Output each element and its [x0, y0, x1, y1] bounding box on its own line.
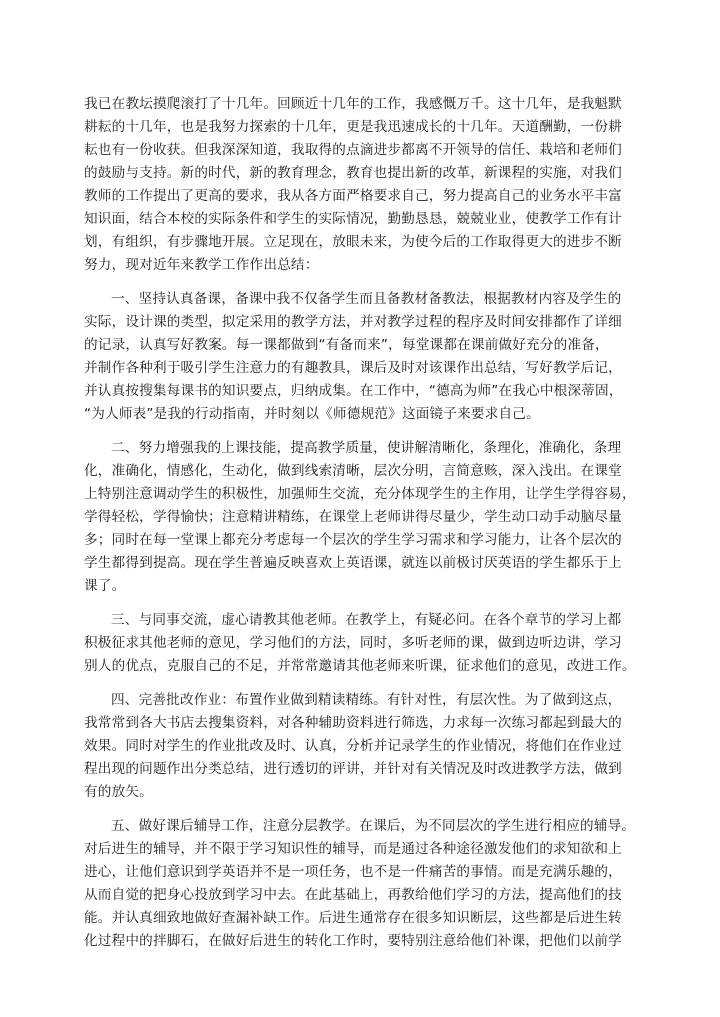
text-line: 努力，现对近年来教学工作作出总结：: [84, 257, 319, 273]
text-line: 四、完善批改作业：布置作业做到精读精练。有针对性，有层次性。为了做到这点，: [111, 692, 622, 708]
paragraph-section-4: [84, 689, 644, 804]
paragraph-section-2: [84, 437, 644, 598]
text-line: 学生都得到提高。现在学生普遍反映喜欢上英语课，就连以前极讨厌英语的学生都乐于上: [84, 555, 622, 571]
text-line: 一、坚持认真备课，备课中我不仅备学生而且备教材备教法，根据教材内容及学生的: [111, 291, 622, 307]
text-line: 程出现的问题作出分类总结，进行透切的评讲，并针对有关情况及时改进教学方法，做到: [84, 761, 622, 777]
text-line: 从而自觉的把身心投放到学习中去。在此基础上，再教给他们学习的方法，提高他们的技: [84, 887, 622, 903]
text-line: 多；同时在每一堂课上都充分考虑每一个层次的学生学习需求和学习能力，让各个层次的: [84, 532, 622, 548]
document-body: [84, 93, 644, 953]
text-line: 二、努力增强我的上课技能，提高教学质量，使讲解清晰化，条理化，准确化，条理: [111, 440, 622, 456]
text-line: 知识面，结合本校的实际条件和学生的实际情况，勤勤恳恳，兢兢业业，使教学工作有计: [84, 211, 622, 227]
paragraph-section-5: [84, 815, 644, 953]
text-line: 对后进生的辅导，并不限于学习知识性的辅导，而是通过各种途径激发他们的求知欲和上: [84, 841, 622, 857]
text-line: 课了。: [84, 578, 126, 594]
text-line: 教师的工作提出了更高的要求，我从各方面严格要求自己，努力提高自己的业务水平丰富: [84, 188, 622, 204]
text-line: 五、做好课后辅导工作，注意分层教学。在课后，为不同层次的学生进行相应的辅导。: [111, 818, 636, 834]
text-line: “为人师表”是我的行动指南，并时刻以《师德规范》这面镜子来要求自己。: [84, 406, 540, 422]
text-line: 效果。同时对学生的作业批改及时、认真，分析并记录学生的作业情况，将他们在作业过: [84, 738, 622, 754]
text-line: 上特别注意调动学生的积极性，加强师生交流，充分体现学生的主作用，让学生学得容易，: [84, 486, 636, 502]
text-line: 别人的优点，克服自己的不足，并常常邀请其他老师来听课，征求他们的意见，改进工作。: [84, 658, 636, 674]
text-line: 并认真按搜集每课书的知识要点，归纳成集。在工作中，“德高为师”在我心中根深蒂固，: [84, 383, 623, 399]
text-line: 并制作各种利于吸引学生注意力的有趣教具，课后及时对该课作出总结，写好教学后记，: [84, 360, 622, 376]
paragraph-section-3: [84, 609, 644, 678]
text-line: 化，准确化，情感化，生动化，做到线索清晰，层次分明，言简意赅，深入浅出。在课堂: [84, 463, 622, 479]
text-line: 进心，让他们意识到学英语并不是一项任务，也不是一件痛苦的事情。而是充满乐趣的，: [84, 864, 622, 880]
text-line: 能。并认真细致地做好查漏补缺工作。后进生通常存在很多知识断层，这些都是后进生转: [84, 910, 622, 926]
text-line: 的鼓励与支持。新的时代，新的教育理念，教育也提出新的改革，新课程的实施，对我们: [84, 165, 622, 181]
text-line: 的记录，认真写好教案。每一课都做到“有备而来”，每堂课都在课前做好充分的准备，: [84, 337, 609, 353]
text-line: 我常常到各大书店去搜集资料，对各种辅助资料进行筛选，力求每一次练习都起到最大的: [84, 715, 622, 731]
text-line: 划，有组织，有步骤地开展。立足现在，放眼未来，为使今后的工作取得更大的进步不断: [84, 234, 622, 250]
text-line: 三、与同事交流，虚心请教其他老师。在教学上，有疑必问。在各个章节的学习上都: [111, 612, 622, 628]
text-line: 学得轻松，学得愉快；注意精讲精练，在课堂上老师讲得尽量少，学生动口动手动脑尽量: [84, 509, 622, 525]
text-line: 有的放矢。: [84, 784, 153, 800]
paragraph-intro: [84, 93, 644, 277]
paragraph-section-1: [84, 288, 644, 426]
text-line: 耘也有一份收获。但我深深知道，我取得的点滴进步都离不开领导的信任、栽培和老师们: [84, 142, 622, 158]
text-line: 积极征求其他老师的意见，学习他们的方法，同时，多听老师的课，做到边听边讲，学习: [84, 635, 622, 651]
text-line: 我已在教坛摸爬滚打了十几年。回顾近十几年的工作，我感慨万千。这十几年，是我魁默: [84, 96, 622, 112]
text-line: 化过程中的拌脚石，在做好后进生的转化工作时，要特别注意给他们补课，把他们以前学: [84, 933, 622, 949]
text-line: 耕耘的十几年，也是我努力探索的十几年，更是我迅速成长的十几年。天道酬勤，一份耕: [84, 119, 622, 135]
text-line: 实际，设计课的类型，拟定采用的教学方法，并对教学过程的程序及时间安排都作了详细: [84, 314, 622, 330]
